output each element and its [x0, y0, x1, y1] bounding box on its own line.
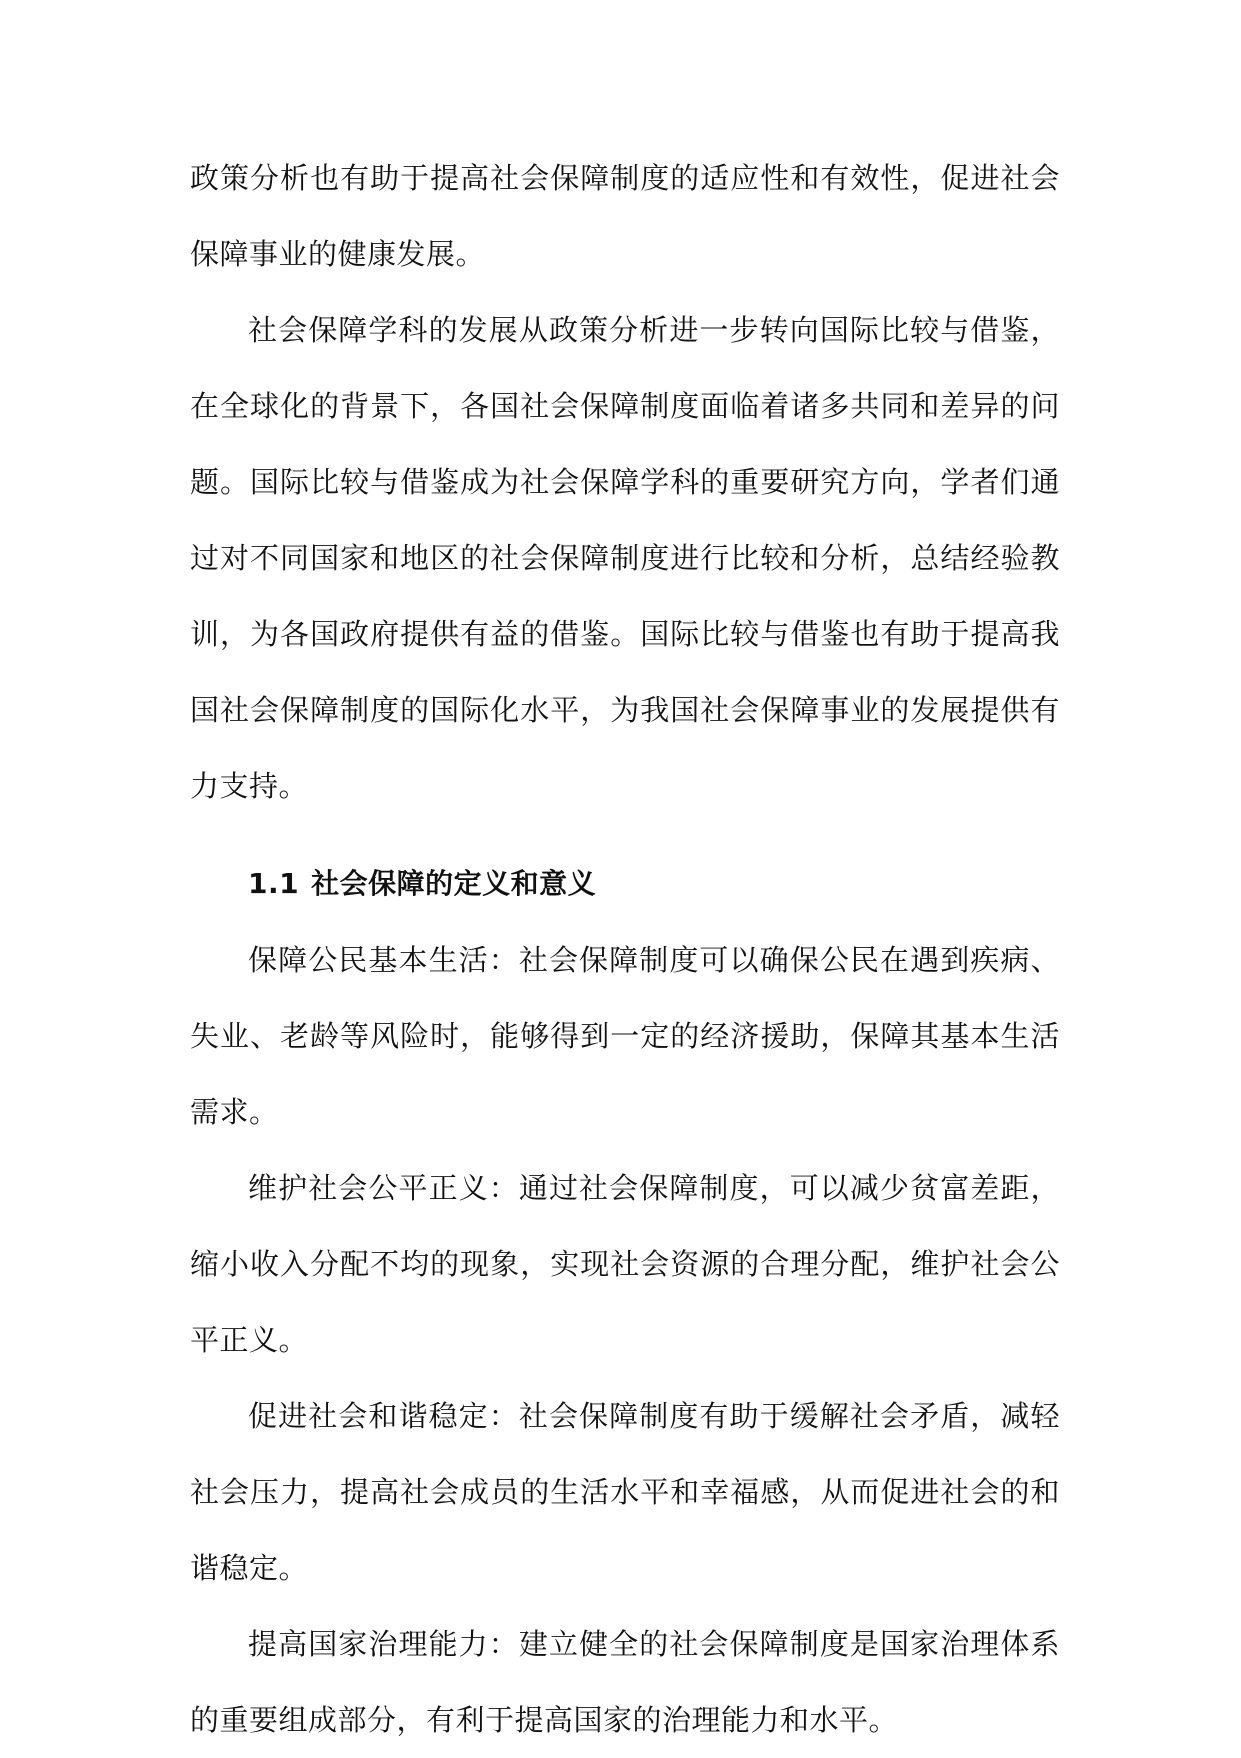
paragraph-social-fairness: 维护社会公平正义：通过社会保障制度，可以减少贫富差距，缩小收入分配不均的现象，实现社会资源的合理分配，维护社会公平正义。 — [190, 1171, 1060, 1357]
paragraph-international-comparison: 社会保障学科的发展从政策分析进一步转向国际比较与借鉴，在全球化的背景下，各国社会保障制度面临着诸多共同和差异的问题。国际比较与借鉴成为社会保障学科的重要研究方向，学者们通过对不同国家和地区的社会保障制度进行比较和分析，总结经验教训，为各国政府提供有益的借鉴。国际比较与借鉴也有助于提高我国社会保障制度的国际化水平，为我国社会保障事业的发展提供有力支持。 — [190, 313, 1060, 803]
section-title: 社会保障的定义和意义 — [311, 867, 597, 900]
section-number: 1.1 — [248, 867, 300, 900]
document-body — [190, 140, 1060, 1758]
paragraph-social-harmony: 促进社会和谐稳定：社会保障制度有助于缓解社会矛盾，减轻社会压力，提高社会成员的生活水平和幸福感，从而促进社会的和谐稳定。 — [190, 1399, 1060, 1585]
section-heading — [190, 846, 1060, 922]
paragraph-basic-living: 保障公民基本生活：社会保障制度可以确保公民在遇到疾病、失业、老龄等风险时，能够得到一定的经济援助，保障其基本生活需求。 — [190, 943, 1060, 1129]
paragraph-policy-analysis-continued: 政策分析也有助于提高社会保障制度的适应性和有效性，促进社会保障事业的健康发展。 — [190, 161, 1060, 271]
paragraph-governance-capacity: 提高国家治理能力：建立健全的社会保障制度是国家治理体系的重要组成部分，有利于提高国家的治理能力和水平。 — [190, 1627, 1060, 1737]
